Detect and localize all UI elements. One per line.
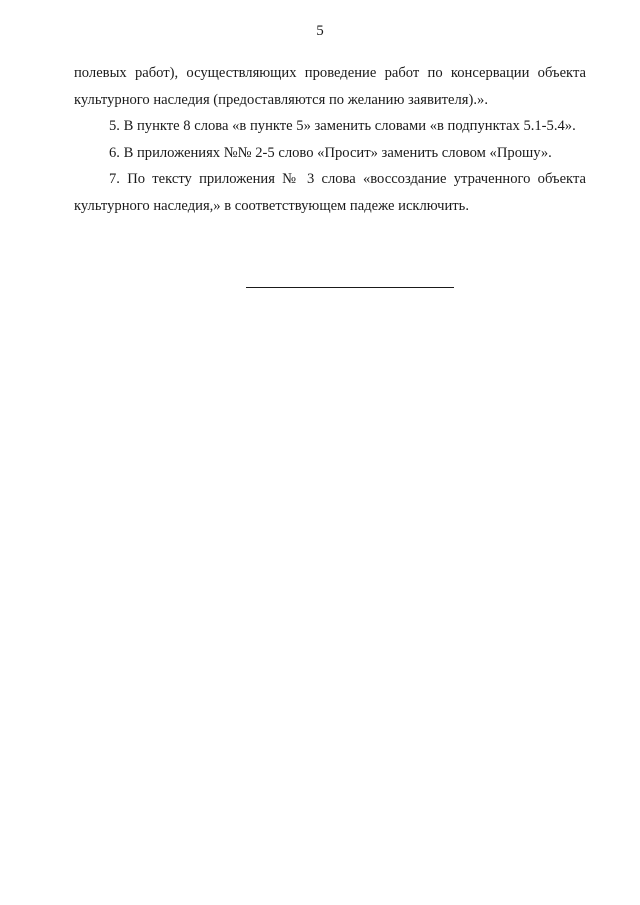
paragraph-continuation	[74, 60, 586, 113]
text-line: культурного наследия,» в соответствующем падеже исключить.	[74, 197, 469, 214]
paragraph-item-7	[74, 166, 586, 219]
document-body	[74, 60, 586, 219]
text-line: 7. По тексту приложения № 3 слова «воссоздание утраченного объекта	[109, 171, 586, 187]
text-line: 6. В приложениях №№ 2-5 слово «Просит» заменить словом «Прошу».	[109, 144, 552, 161]
closing-separator-line	[246, 287, 454, 288]
text-line: культурного наследия (предоставляются по желанию заявителя).».	[74, 91, 488, 108]
page-number: 5	[316, 23, 324, 39]
paragraph-item-6	[74, 140, 586, 167]
text-line: полевых работ), осуществляющих проведение работ по консервации объекта	[74, 65, 586, 81]
text-line: 5. В пункте 8 слова «в пункте 5» заменить словами «в подпунктах 5.1-5.4».	[109, 118, 576, 134]
paragraph-item-5	[74, 113, 586, 140]
